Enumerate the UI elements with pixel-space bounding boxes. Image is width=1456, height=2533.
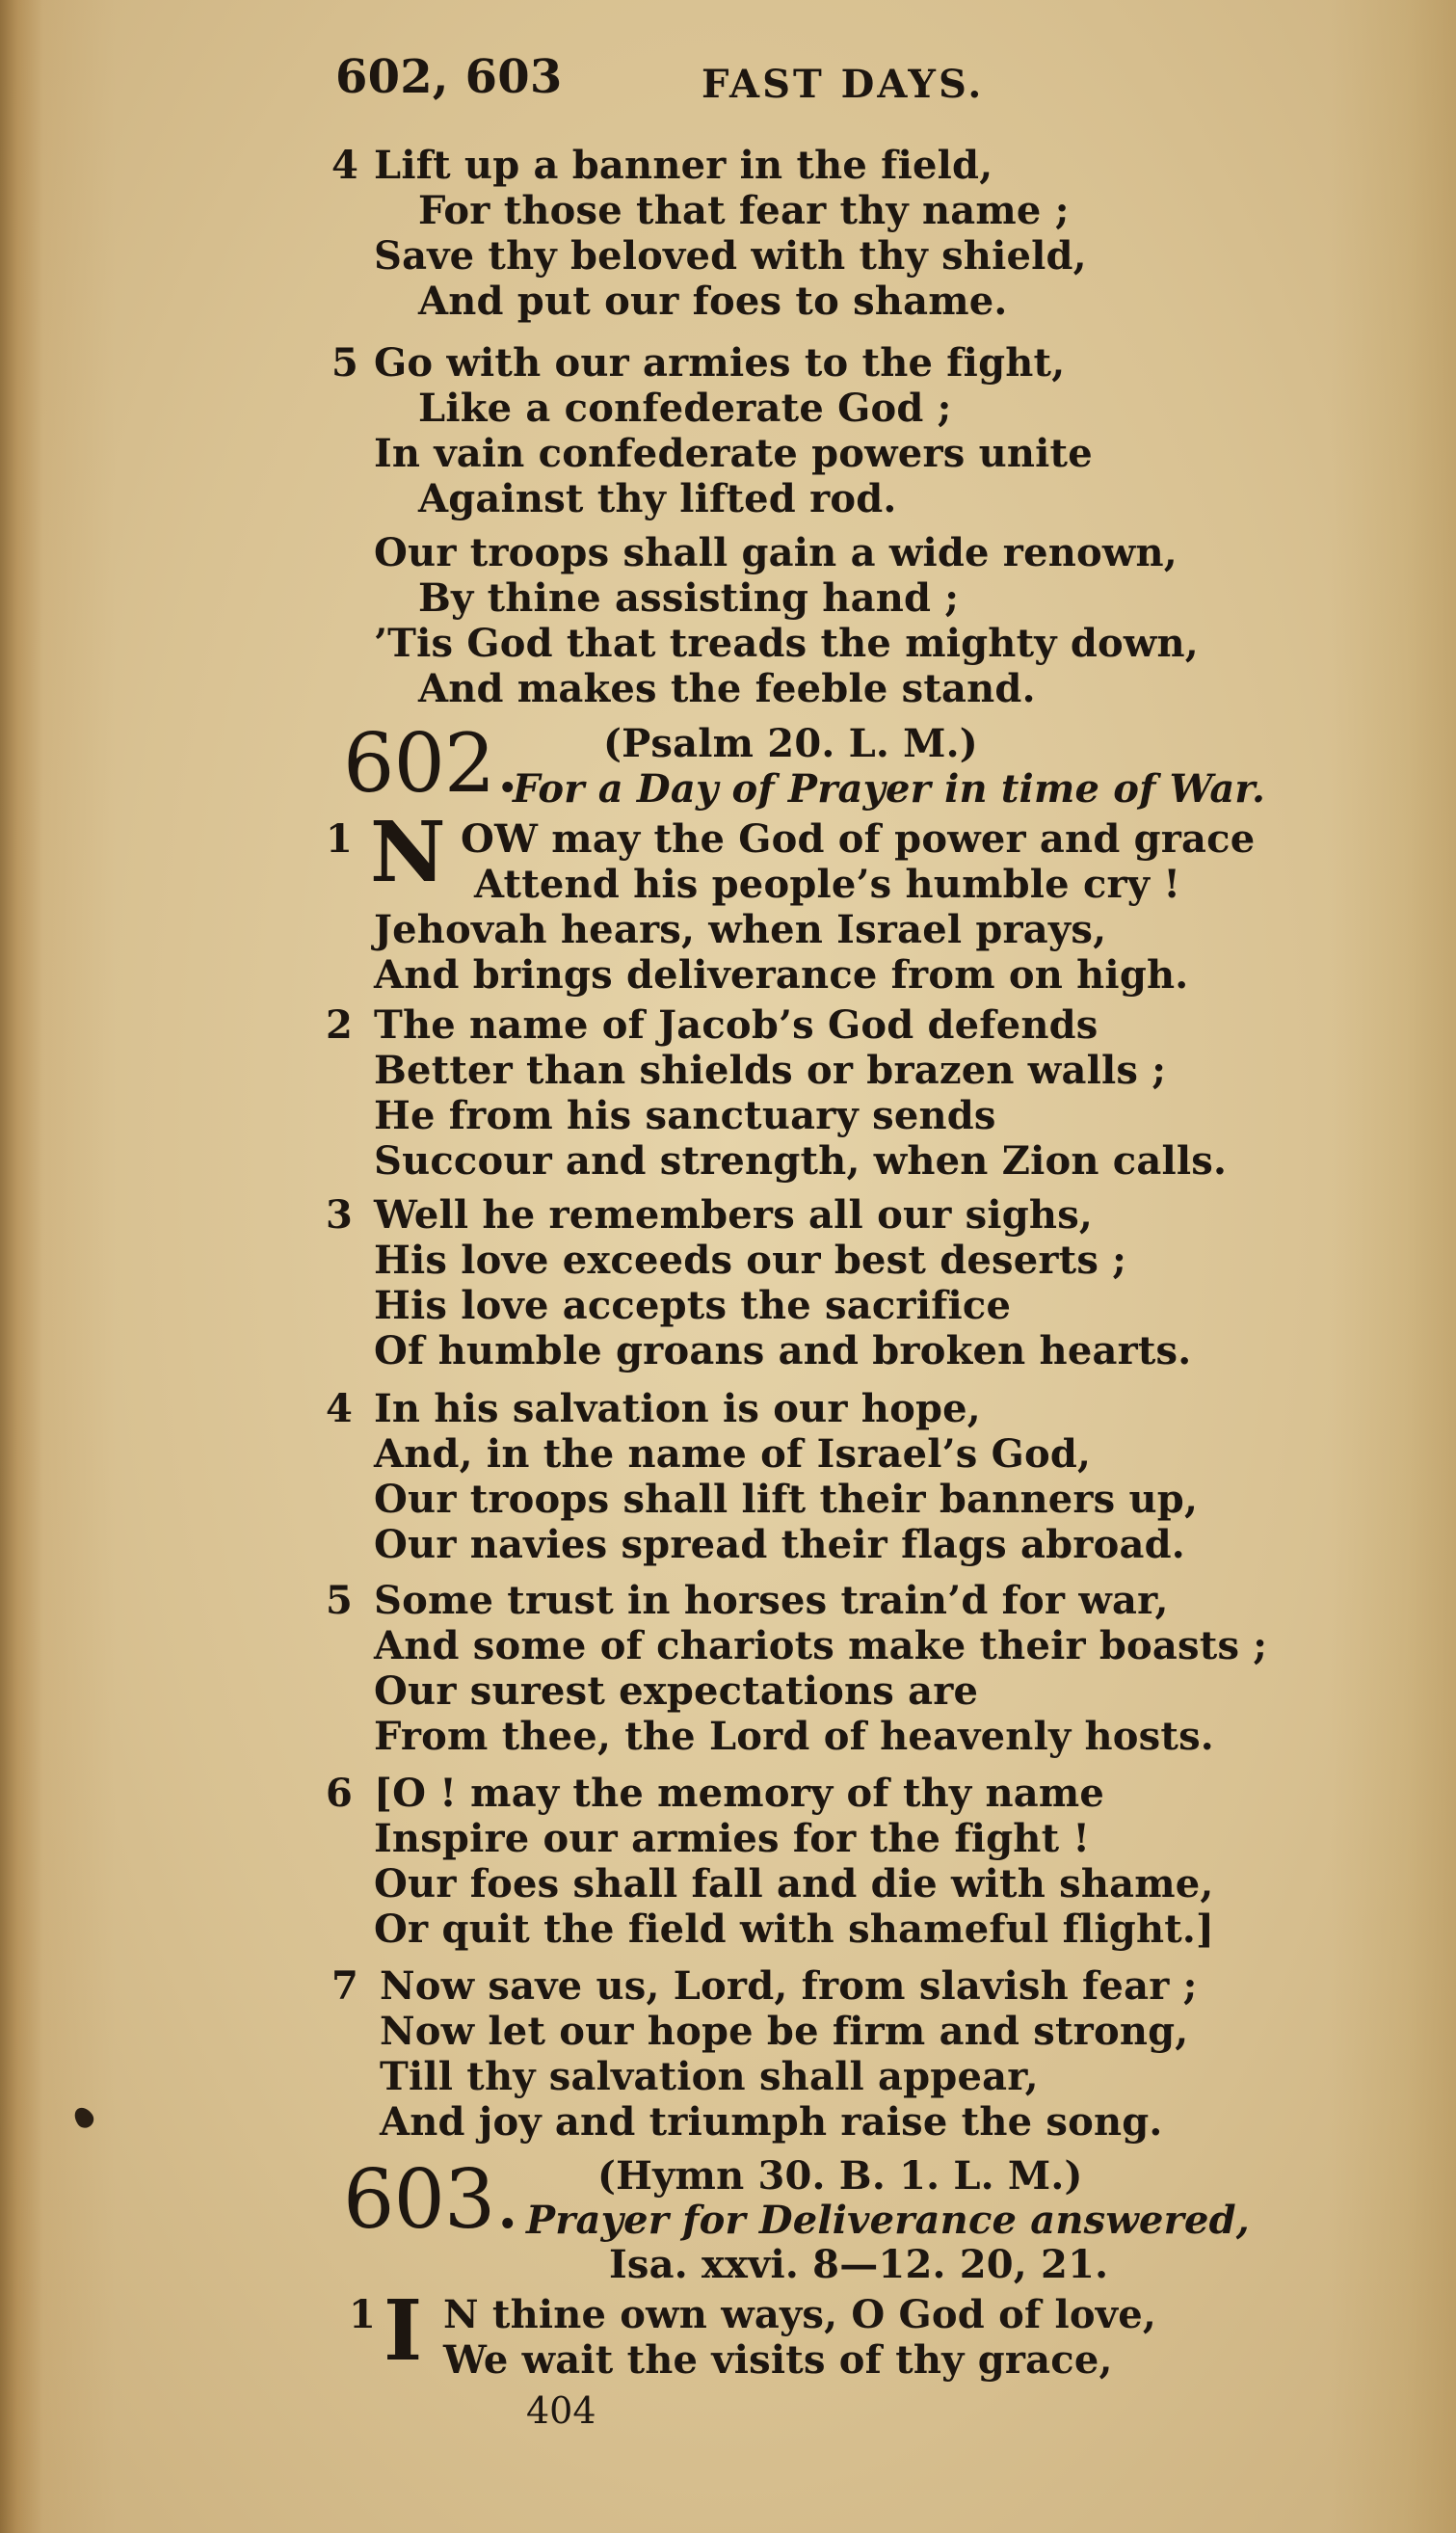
verse-line: In his salvation is our hope,	[374, 1386, 981, 1431]
verse-line: OW may the God of power and grace	[461, 816, 1256, 862]
verse-number: 4	[326, 1386, 354, 1431]
verse-number: 7	[331, 1963, 359, 2009]
verse-line: ’Tis God that treads the mighty down,	[374, 621, 1199, 666]
verse-line: From thee, the Lord of heavenly hosts.	[374, 1714, 1214, 1759]
verse-line: And joy and triumph raise the song.	[380, 2099, 1163, 2145]
hymn-source: (Hymn 30. B. 1. L. M.)	[597, 2153, 1083, 2199]
fleuron-ornament-icon	[70, 2104, 96, 2131]
verse-line: And some of chariots make their boasts ;	[374, 1623, 1268, 1668]
hymn-number: 603.	[343, 2152, 520, 2247]
verse-line: Against thy lifted rod.	[418, 476, 897, 521]
verse-number: 1	[349, 2292, 377, 2337]
scripture-reference: Isa. xxvi. 8—12. 20, 21.	[609, 2242, 1109, 2287]
verse-line: He from his sanctuary sends	[374, 1093, 996, 1138]
verse-line: We wait the visits of thy grace,	[443, 2337, 1113, 2383]
verse-line: Our foes shall fall and die with shame,	[374, 1861, 1214, 1906]
verse-line: And, in the name of Israel’s God,	[374, 1431, 1092, 1477]
verse-number: 5	[326, 1578, 354, 1623]
verse-number: 3	[326, 1192, 354, 1238]
footer-page-number: 404	[526, 2389, 596, 2432]
verse-number: 5	[331, 340, 359, 386]
verse-line: Or quit the field with shameful flight.]	[374, 1906, 1215, 1952]
hymn-number: 602.	[343, 716, 520, 811]
verse-line: Inspire our armies for the fight !	[374, 1816, 1091, 1861]
verse-line: Succour and strength, when Zion calls.	[374, 1138, 1228, 1184]
drop-cap: N	[370, 804, 446, 901]
verse-line: For those that fear thy name ;	[418, 188, 1070, 233]
verse-line: Now let our hope be firm and strong,	[380, 2009, 1189, 2054]
verse-line: Some trust in horses train’d for war,	[374, 1578, 1169, 1623]
verse-line: And put our foes to shame.	[418, 279, 1008, 324]
verse-line: N thine own ways, O God of love,	[443, 2292, 1156, 2337]
verse-line: Attend his people’s humble cry !	[474, 862, 1181, 907]
verse-line: His love exceeds our best deserts ;	[374, 1238, 1127, 1283]
verse-number: 4	[331, 143, 359, 188]
verse-line: In vain confederate powers unite	[374, 431, 1093, 476]
verse-line: Till thy salvation shall appear,	[380, 2054, 1039, 2099]
verse-line: Well he remembers all our sighs,	[374, 1192, 1094, 1238]
verse-line: Lift up a banner in the field,	[374, 143, 993, 188]
hymn-subtitle: Prayer for Deliverance answered,	[526, 2198, 1250, 2243]
verse-line: [O ! may the memory of thy name	[374, 1771, 1105, 1816]
verse-line: His love accepts the sacrifice	[374, 1283, 1012, 1328]
verse-line: Like a confederate God ;	[418, 386, 952, 431]
verse-number: 1	[326, 816, 354, 862]
verse-line: Now save us, Lord, from slavish fear ;	[380, 1963, 1198, 2009]
verse-line: Go with our armies to the fight,	[374, 340, 1066, 386]
verse-line: Our surest expectations are	[374, 1668, 979, 1714]
verse-number: 6	[326, 1771, 354, 1816]
verse-line: Of humble groans and broken hearts.	[374, 1328, 1192, 1373]
header-page-numbers: 602, 603	[335, 50, 563, 104]
verse-line: And brings deliverance from on high.	[374, 952, 1189, 998]
hymn-subtitle: For a Day of Prayer in time of War.	[513, 766, 1266, 812]
verse-line: Our troops shall lift their banners up,	[374, 1477, 1199, 1522]
drop-cap: I	[384, 2282, 423, 2380]
verse-line: By thine assisting hand ;	[418, 575, 960, 621]
verse-line: Our navies spread their flags abroad.	[374, 1522, 1185, 1567]
verse-line: And makes the feeble stand.	[418, 666, 1036, 711]
verse-line: The name of Jacob’s God defends	[374, 1002, 1099, 1048]
hymn-source: (Psalm 20. L. M.)	[603, 721, 978, 766]
verse-line: Save thy beloved with thy shield,	[374, 233, 1087, 279]
verse-line: Our troops shall gain a wide renown,	[374, 530, 1178, 575]
verse-number: 2	[326, 1002, 354, 1048]
running-title: FAST DAYS.	[702, 62, 985, 107]
verse-line: Jehovah hears, when Israel prays,	[374, 907, 1107, 952]
verse-line: Better than shields or brazen walls ;	[374, 1048, 1167, 1093]
